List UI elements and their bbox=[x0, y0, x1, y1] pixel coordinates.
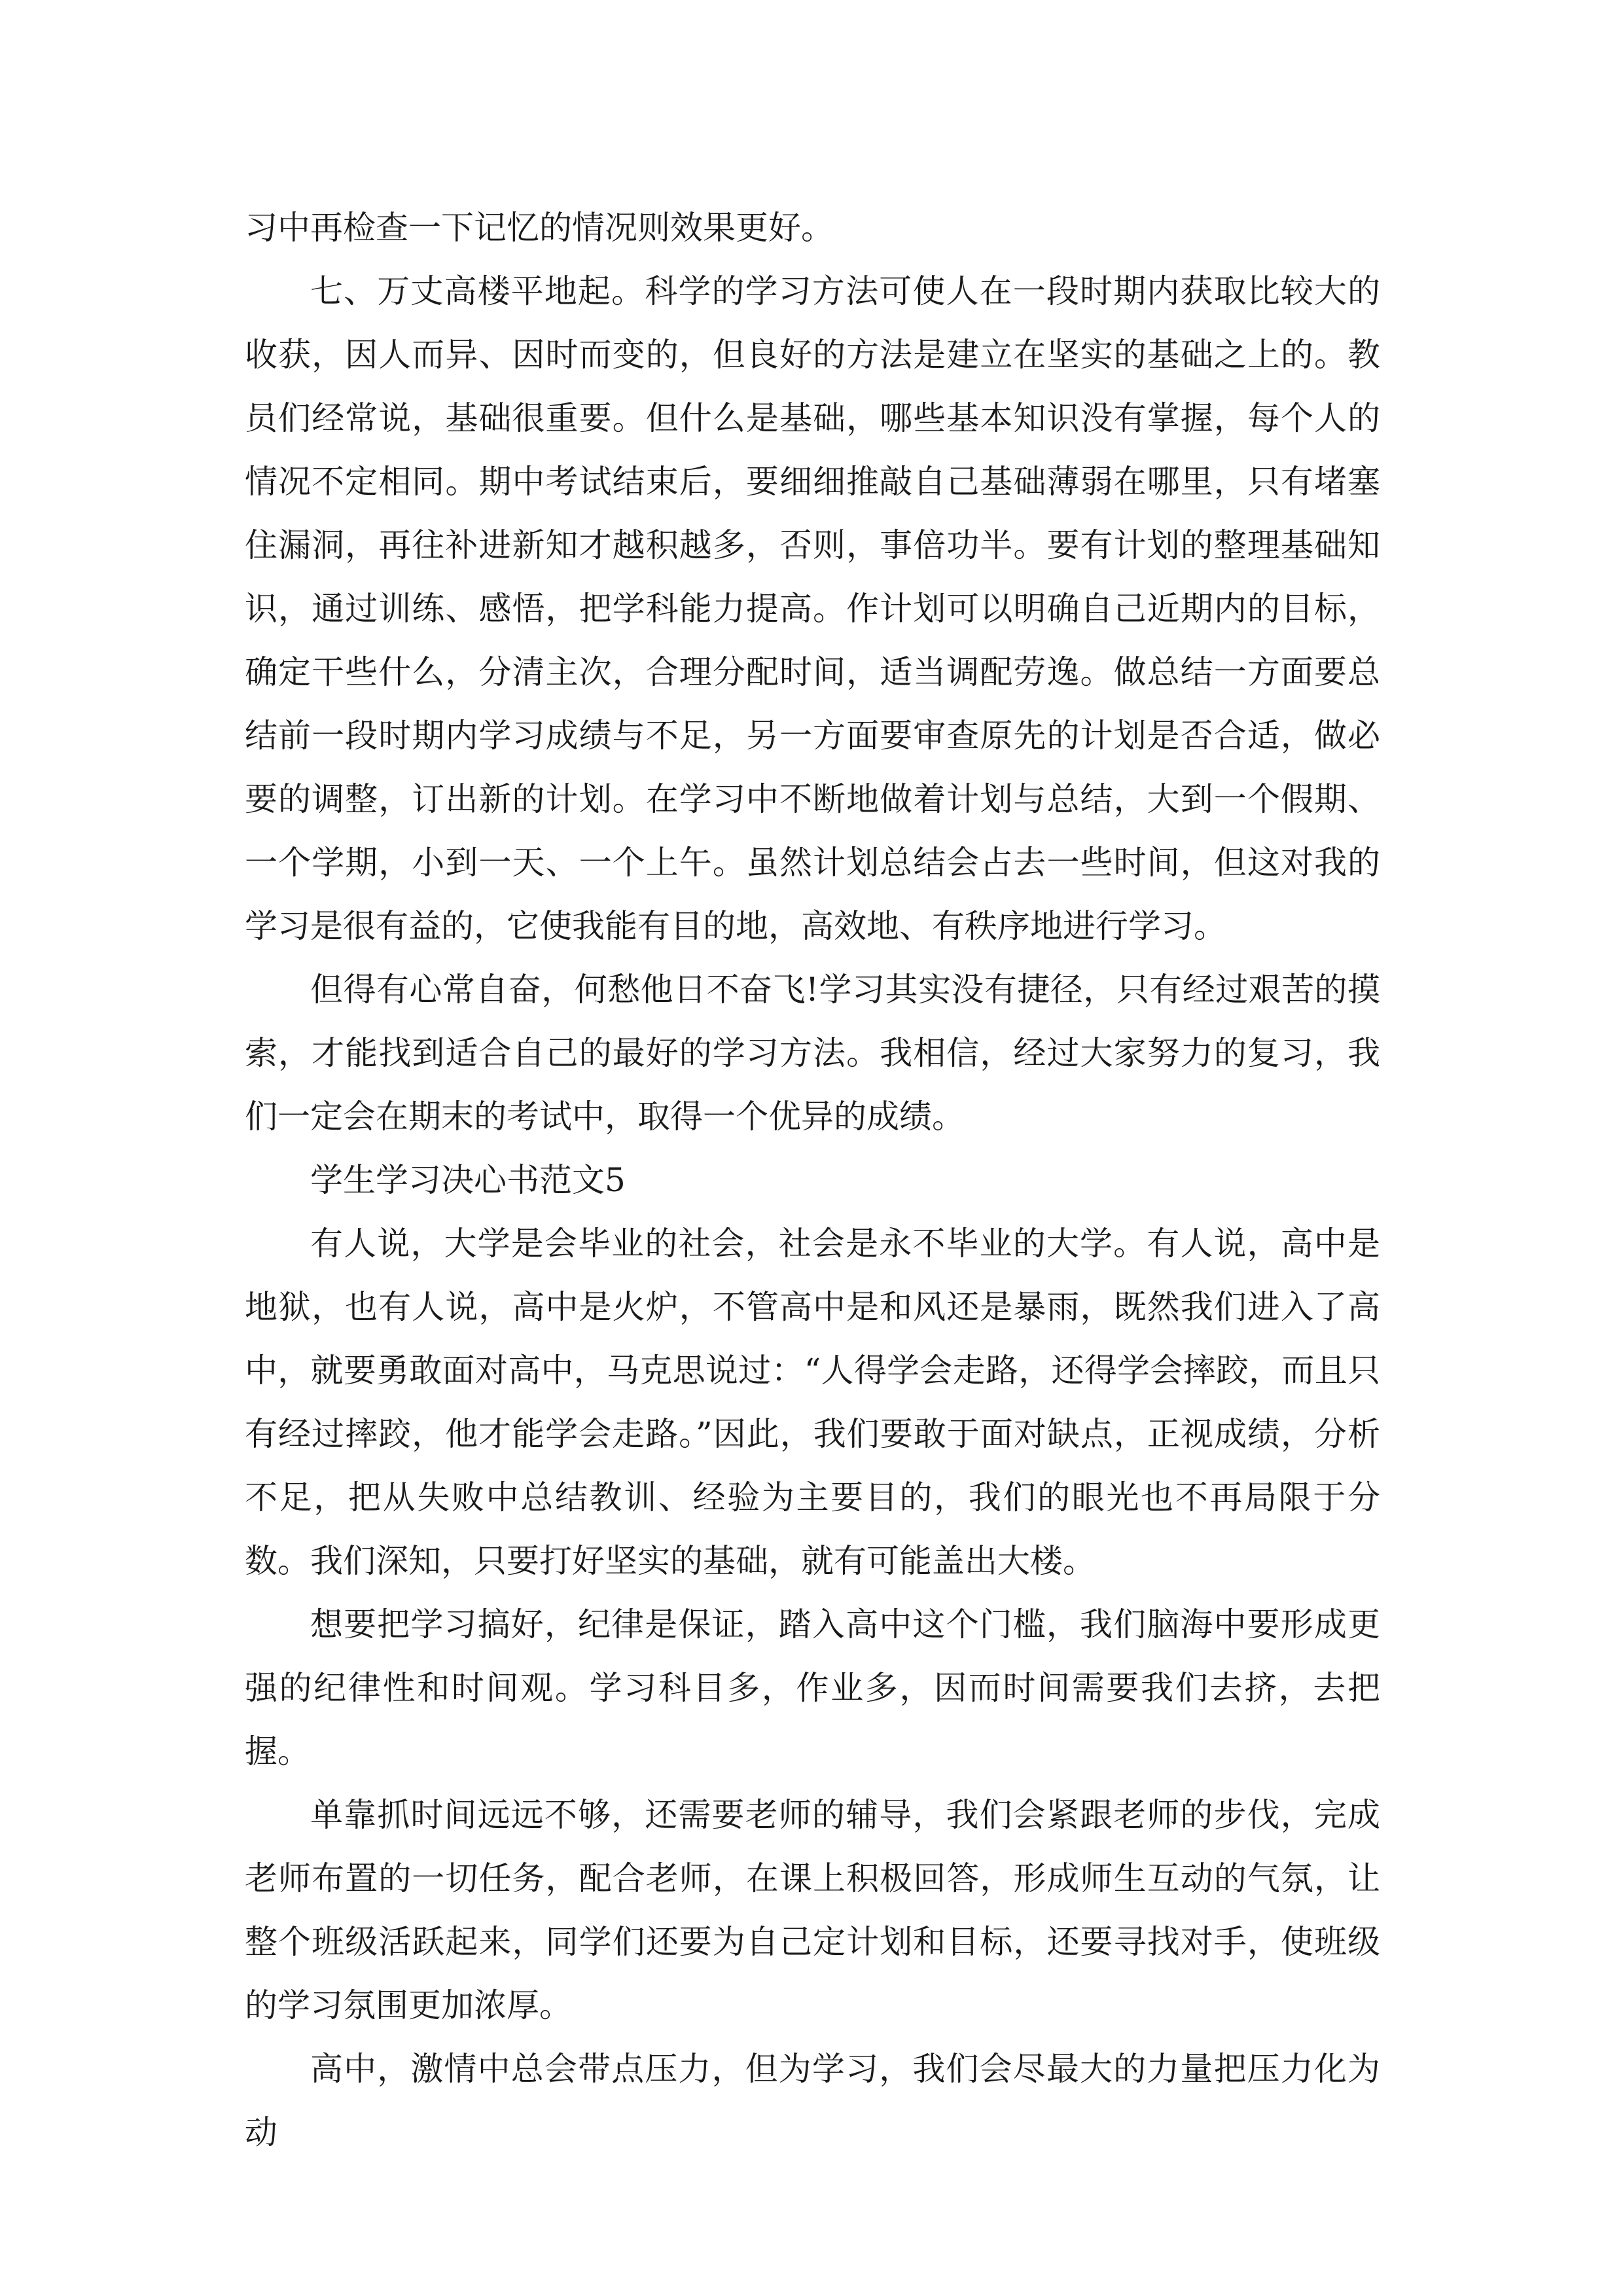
paragraph-teacher: 单靠抓时间远远不够，还需要老师的辅导，我们会紧跟老师的步伐，完成老师布置的一切任务，配合老师，在课上积极回答，形成师生互动的气氛，让整个班级活跃起来，同学们还要为自己定计划和目标，还要寻找对手，使班级的学习氛围更加浓厚。 bbox=[245, 1796, 1380, 2024]
paragraph-intro: 有人说，大学是会毕业的社会，社会是永不毕业的大学。有人说，高中是地狱，也有人说，高中是火炉，不管高中是和风还是暴雨，既然我们进入了高中，就要勇敢面对高中，马克思说过：“人得学会走路，还得学会摔跤，而且只有经过摔跤，他才能学会走路。”因此，我们要敢于面对缺点，正视成绩，分析不足，把从失败中总结教训、经验为主要目的，我们的眼光也不再局限于分数。我们深知，只要打好坚实的基础，就有可能盖出大楼。 bbox=[245, 1225, 1380, 1580]
section-heading: 学生学习决心书范文5 bbox=[310, 1161, 626, 1199]
paragraph-closing: 但得有心常自奋，何愁他日不奋飞!学习其实没有捷径，只有经过艰苦的摸索，才能找到适合自己的最好的学习方法。我相信，经过大家努力的复习，我们一定会在期末的考试中，取得一个优异的成绩。 bbox=[245, 971, 1380, 1136]
paragraph-discipline: 想要把学习搞好，纪律是保证，踏入高中这个门槛，我们脑海中要形成更强的纪律性和时间观。学习科目多，作业多，因而时间需要我们去挤，去把握。 bbox=[245, 1605, 1380, 1770]
paragraph-section-seven: 七、万丈高楼平地起。科学的学习方法可使人在一段时期内获取比较大的收获，因人而异、因时而变的，但良好的方法是建立在坚实的基础之上的。教员们经常说，基础很重要。但什么是基础，哪些基本知识没有掌握，每个人的情况不定相同。期中考试结束后，要细细推敲自己基础薄弱在哪里，只有堵塞住漏洞，再往补进新知才越积越多，否则，事倍功半。要有计划的整理基础知识，通过训练、感悟，把学科能力提高。作计划可以明确自己近期内的目标，确定干些什么，分清主次，合理分配时间，适当调配劳逸。做总结一方面要总结前一段时期内学习成绩与不足，另一方面要审查原先的计划是否合适，做必要的调整，订出新的计划。在学习中不断地做着计划与总结，大到一个假期、一个学期，小到一天、一个上午。虽然计划总结会占去一些时间，但这对我的学习是很有益的，它使我能有目的地，高效地、有秩序地进行学习。 bbox=[245, 272, 1380, 945]
paragraph-pressure: 高中，激情中总会带点压力，但为学习，我们会尽最大的力量把压力化为动 bbox=[245, 2050, 1380, 2151]
paragraph-continuation: 习中再检查一下记忆的情况则效果更好。 bbox=[245, 209, 834, 247]
document-body bbox=[245, 196, 1380, 2164]
